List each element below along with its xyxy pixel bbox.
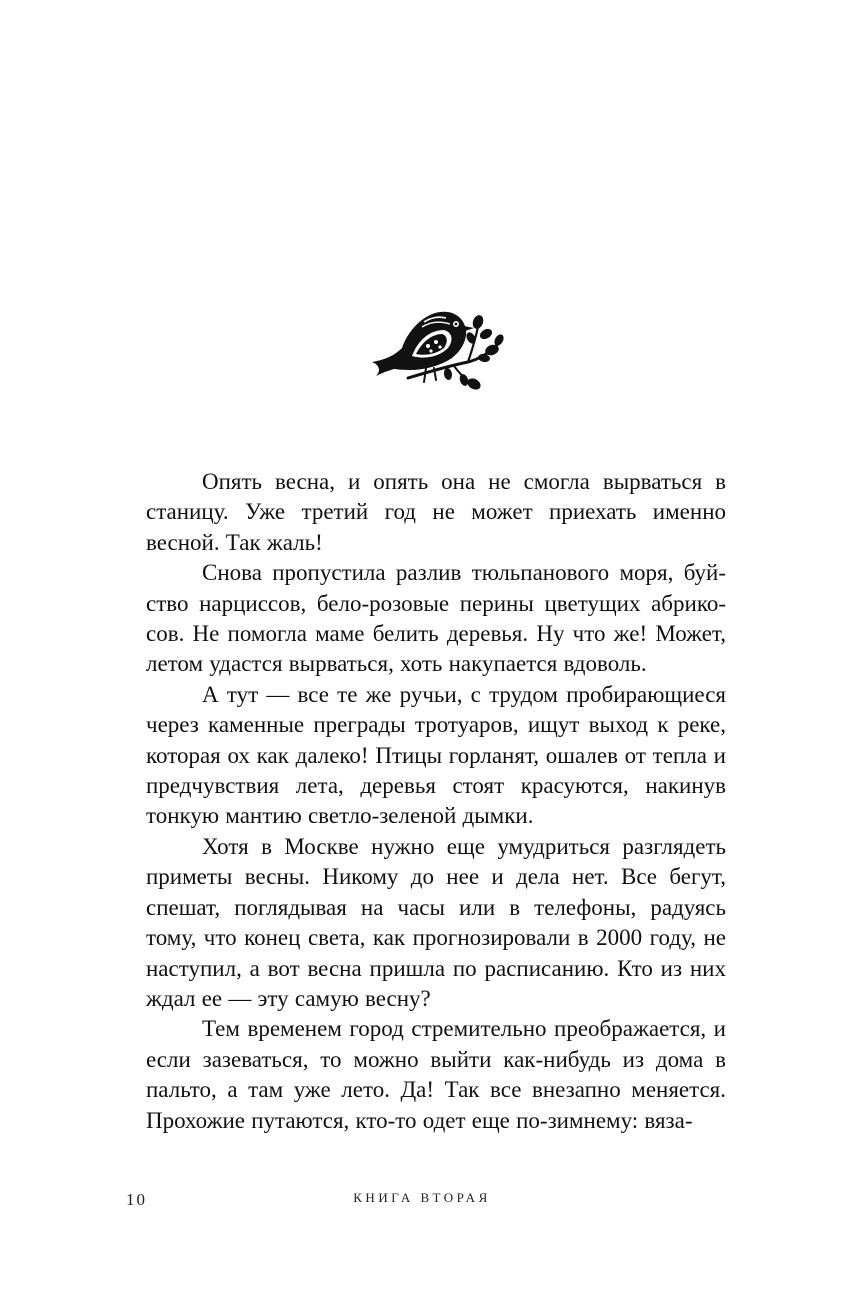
- bird-on-branch-icon: [368, 300, 506, 392]
- paragraph-1: Опять весна, и опять она не смогла вырваться в станицу. Уже третий год не может приехать именно весной. Так жаль!: [146, 469, 726, 555]
- running-head: КНИГА ВТОРАЯ: [353, 1190, 491, 1205]
- paragraph-2: Снова пропустила разлив тюльпанового моря, буйство нарциссов, бело-розовые перины цветущих абрикосов. Не помогла маме белить деревья. Ну что же! Может, летом удастся вырваться, хоть накупается вдоволь.: [146, 560, 726, 677]
- body-text: [146, 467, 726, 1136]
- page-number: 10: [126, 1190, 147, 1209]
- paragraph-4: Хотя в Москве нужно еще умудриться разглядеть приметы весны. Никому до нее и дела нет. Все бегут, спешат, поглядывая на часы или в телефоны, радуясь тому, что конец света, как прогнозировали в 2000 году, не наступил, а вот весна пришла по расписанию. Кто из них ждал ее — эту самую весну?: [146, 833, 726, 1011]
- paragraph-3: А тут — все те же ручьи, с трудом пробирающиеся через каменные преграды тротуаров, ищут выход к реке, которая ох как далеко! Птицы горланят, ошалев от тепла и предчувствия лета, деревья стоят красуются, накинув тонкую мантию светло-зеленой дымки.: [146, 681, 726, 829]
- paragraph-5: Тем временем город стремительно преображается, и если зазеваться, то можно выйти как-нибудь из дома в пальто, а там уже лето. Да! Так все внезапно меняется. Прохожие путаются, кто-то одет еще по-зимнему: вяза-: [146, 1016, 726, 1133]
